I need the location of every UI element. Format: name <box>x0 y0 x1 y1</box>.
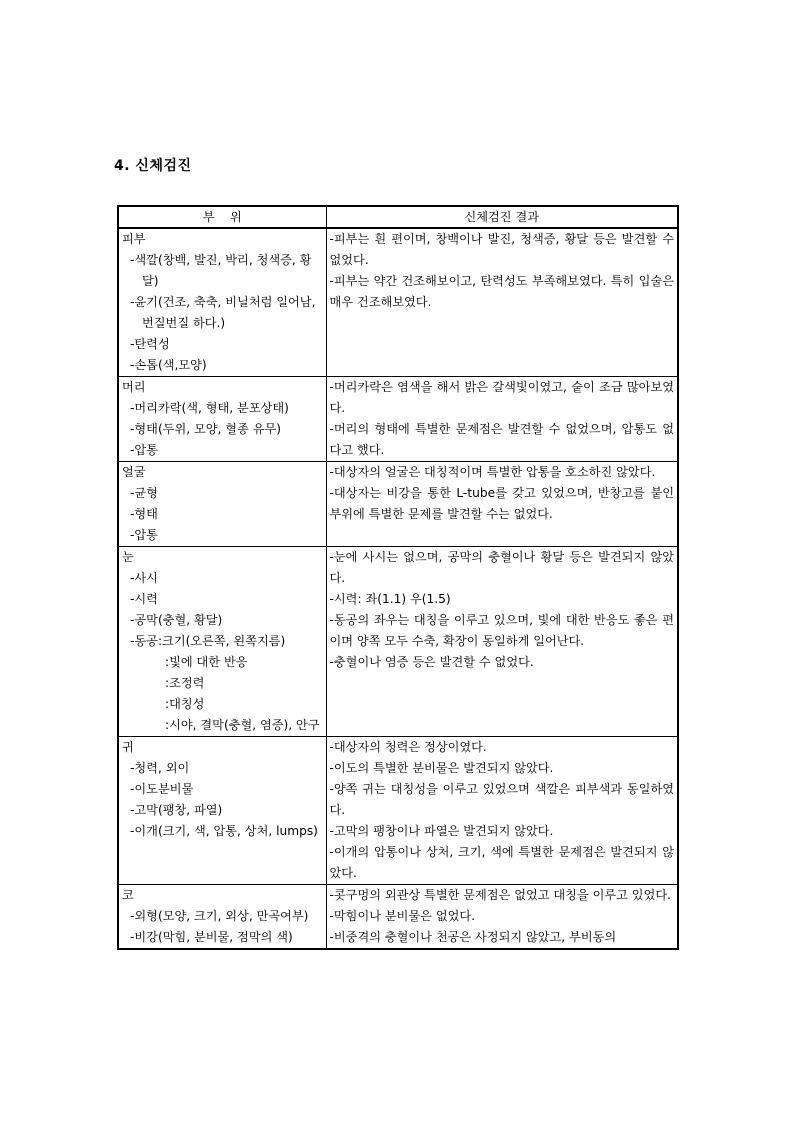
item: -시력 <box>130 592 158 606</box>
result: -이개의 압통이나 상처, 크기, 색에 특별한 문제점은 발견되지 않았다. <box>329 845 674 880</box>
item: -이도분비물 <box>130 782 194 796</box>
physical-exam-table <box>117 205 679 950</box>
result: -시력: 좌(1.1) 우(1.5) <box>329 592 451 606</box>
item: -색깔(창백, 발진, 박리, 청색증, 황달) <box>130 253 312 288</box>
item: -비강(막힘, 분비물, 점막의 색) <box>130 930 293 944</box>
row-part-cell <box>118 228 326 377</box>
sub-item: :대칭성 <box>165 697 205 711</box>
part-label: 머리 <box>122 380 146 394</box>
item: -탄력성 <box>130 337 170 351</box>
part-label: 귀 <box>122 740 134 754</box>
item: -윤기(건조, 축축, 비닐처럼 일어남, 번질번질 하다.) <box>130 295 316 330</box>
row-part-cell <box>118 547 326 737</box>
table-row-head <box>118 377 678 462</box>
row-result-cell <box>326 547 678 737</box>
result: -비중격의 충혈이나 천공은 사정되지 않았고, 부비동의 <box>329 930 617 944</box>
item: -이개(크기, 색, 압통, 상처, lumps) <box>130 824 318 838</box>
result: -대상자는 비강을 통한 L-tube를 갖고 있었으며, 반창고를 붙인 부위에 특별한 문제를 발견할 수는 없었다. <box>329 486 674 521</box>
row-result-cell <box>326 462 678 547</box>
result: -눈에 사시는 없으며, 공막의 충혈이나 황달 등은 발견되지 않았다. <box>329 550 674 585</box>
row-result-cell <box>326 885 678 950</box>
item: -사시 <box>130 571 158 585</box>
item: -형태(두위, 모양, 혈종 유무) <box>130 422 282 436</box>
result: -대상자의 청력은 정상이였다. <box>329 740 487 754</box>
part-label: 피부 <box>122 232 146 246</box>
table-row-ears <box>118 737 678 885</box>
part-label: 얼굴 <box>122 465 146 479</box>
sub-item: :빛에 대한 반응 <box>165 655 248 669</box>
header-body-part: 부 위 <box>118 206 326 228</box>
item: -공막(충혈, 황달) <box>130 613 223 627</box>
item: -균형 <box>130 486 158 500</box>
result: -이도의 특별한 분비물은 발견되지 않았다. <box>329 761 554 775</box>
result: -양쪽 귀는 대칭성을 이루고 있었으며 색깔은 피부색과 동일하였다. <box>329 782 674 817</box>
row-part-cell <box>118 462 326 547</box>
item: -머리카락(색, 형태, 분포상태) <box>130 401 289 415</box>
table-row-face <box>118 462 678 547</box>
part-label: 코 <box>122 888 134 902</box>
result: -동공의 좌우는 대칭을 이루고 있으며, 빛에 대한 반응도 좋은 편이며 양쪽 모두 수축, 확장이 동일하게 일어난다. <box>329 613 674 648</box>
sub-item: :조정력 <box>165 676 205 690</box>
item: -청력, 외이 <box>130 761 190 775</box>
table-row-skin <box>118 228 678 377</box>
item: -압통 <box>130 443 158 457</box>
item: -압통 <box>130 528 158 542</box>
row-part-cell <box>118 377 326 462</box>
row-part-cell <box>118 885 326 950</box>
item: -고막(팽창, 파열) <box>130 803 223 817</box>
table-header-row <box>118 206 678 228</box>
item: -외형(모양, 크기, 외상, 만곡여부) <box>130 909 309 923</box>
row-result-cell <box>326 377 678 462</box>
result: -대상자의 얼굴은 대칭적이며 특별한 압통을 호소하진 않았다. <box>329 465 656 479</box>
result: -콧구멍의 외관상 특별한 문제점은 없었고 대칭을 이루고 있었다. <box>329 888 671 902</box>
result: -고막의 팽창이나 파열은 발견되지 않았다. <box>329 824 554 838</box>
sub-item: :시야, 결막(충혈, 염증), 안구 <box>165 718 320 732</box>
row-result-cell <box>326 737 678 885</box>
item: -손톱(색,모양) <box>130 358 207 372</box>
item: -형태 <box>130 507 158 521</box>
result: -막힘이나 분비물은 없었다. <box>329 909 476 923</box>
table-row-eyes <box>118 547 678 737</box>
result: -충혈이나 염증 등은 발견할 수 없었다. <box>329 655 534 669</box>
section-title: 4. 신체검진 <box>114 158 192 174</box>
row-part-cell <box>118 737 326 885</box>
table-row-nose <box>118 885 678 950</box>
header-exam-result: 신체검진 결과 <box>326 206 678 228</box>
row-result-cell <box>326 228 678 377</box>
result: -머리카락은 염색을 해서 밝은 갈색빛이였고, 숱이 조금 많아보였다. <box>329 380 674 415</box>
result: -머리의 형태에 특별한 문제점은 발견할 수 없었으며, 압통도 없다고 했다. <box>329 422 674 457</box>
result: -피부는 흰 편이며, 창백이나 발진, 청색증, 황달 등은 발견할 수 없었다. <box>329 232 674 267</box>
result: -피부는 약간 건조해보이고, 탄력성도 부족해보였다. 특히 입술은 매우 건조해보였다. <box>329 274 674 309</box>
item: -동공:크기(오른쪽, 왼쪽지름) <box>130 634 286 648</box>
part-label: 눈 <box>122 550 134 564</box>
